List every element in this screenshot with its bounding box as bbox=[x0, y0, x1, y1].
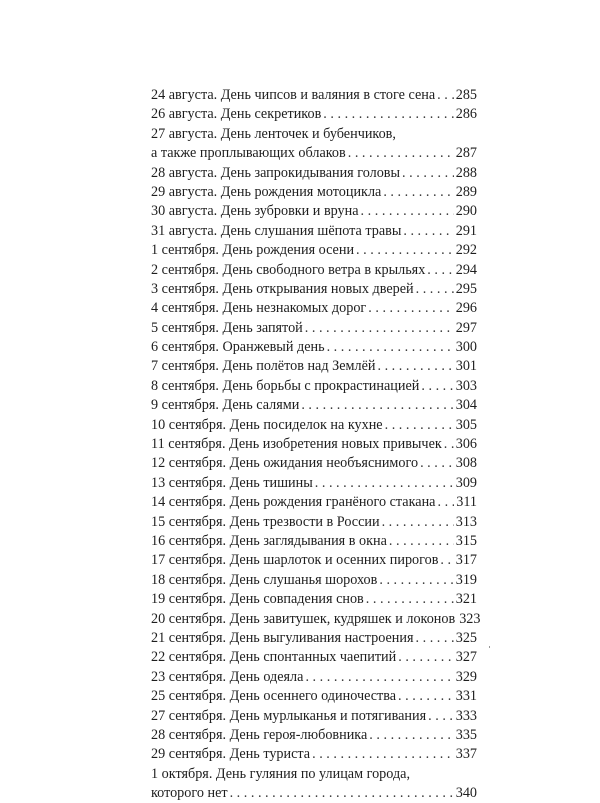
dot-leader bbox=[403, 222, 453, 241]
dot-leader bbox=[385, 416, 454, 435]
dot-leader bbox=[382, 513, 454, 532]
toc-entry bbox=[151, 687, 477, 706]
toc-entry-page-number: 300 bbox=[455, 339, 477, 356]
dot-leader bbox=[305, 319, 454, 338]
toc-entry bbox=[151, 202, 477, 221]
toc-entry-page-number: 291 bbox=[455, 222, 477, 239]
dot-leader bbox=[398, 687, 454, 706]
toc-entry-title: 17 сентября. День шарлоток и осенних пирогов bbox=[151, 552, 439, 569]
toc-entry bbox=[151, 183, 477, 202]
dot-leader bbox=[315, 474, 454, 493]
toc-entry-title: 30 августа. День зубровки и вруна bbox=[151, 203, 359, 220]
dot-leader bbox=[428, 707, 454, 726]
toc-entry-title: 20 сентября. День завитушек, кудряшек и локонов bbox=[151, 610, 456, 627]
toc-entry-page-number: 295 bbox=[455, 280, 477, 297]
toc-entry-page-number: 287 bbox=[455, 145, 477, 162]
dot-leader bbox=[377, 357, 453, 376]
toc-entry bbox=[151, 86, 477, 105]
dot-leader bbox=[348, 144, 454, 163]
toc-entry-page-number: 335 bbox=[455, 726, 477, 743]
table-of-contents bbox=[151, 86, 481, 803]
toc-entry bbox=[151, 435, 477, 454]
dot-leader bbox=[356, 241, 454, 260]
dot-leader bbox=[312, 745, 454, 764]
dot-leader bbox=[361, 202, 454, 221]
toc-entry-title: 8 сентября. День борьбы с прокрастинацией bbox=[151, 377, 420, 394]
dot-leader bbox=[369, 726, 453, 745]
toc-entry-page-number: 331 bbox=[455, 688, 477, 705]
toc-entry bbox=[151, 745, 477, 764]
toc-entry-page-number: 323 bbox=[459, 610, 481, 627]
dot-leader bbox=[379, 571, 453, 590]
toc-entry bbox=[151, 377, 477, 396]
toc-entry-title: 29 августа. День рождения мотоцикла bbox=[151, 183, 382, 200]
toc-entry-page-number: 286 bbox=[455, 106, 477, 123]
toc-entry-title: 1 сентября. День рождения осени bbox=[151, 242, 355, 259]
toc-entry-page-number: 296 bbox=[455, 300, 477, 317]
toc-entry-title: 28 августа. День запрокидывания головы bbox=[151, 164, 401, 181]
toc-entry-page-number: 304 bbox=[455, 397, 477, 414]
dot-leader bbox=[230, 784, 454, 803]
dot-leader bbox=[301, 396, 453, 415]
toc-entry-page-number: 337 bbox=[455, 746, 477, 763]
toc-entry-title: 13 сентября. День тишины bbox=[151, 474, 313, 491]
toc-entry bbox=[151, 668, 477, 687]
toc-entry-page-number: 294 bbox=[455, 261, 477, 278]
toc-entry-title: 22 сентября. День спонтанных чаепитий bbox=[151, 649, 397, 666]
toc-entry-title: 16 сентября. День заглядывания в окна bbox=[151, 532, 387, 549]
dot-leader bbox=[444, 435, 454, 454]
toc-entry-title: 3 сентября. День открывания новых дверей bbox=[151, 280, 414, 297]
toc-entry bbox=[151, 222, 477, 241]
toc-entry bbox=[151, 105, 477, 124]
toc-entry-page-number: 319 bbox=[455, 571, 477, 588]
toc-entry-page-number: 317 bbox=[455, 552, 477, 569]
toc-entry-page-number: 297 bbox=[455, 319, 477, 336]
toc-entry bbox=[151, 454, 477, 473]
toc-entry-page-number: 306 bbox=[455, 436, 477, 453]
toc-entry bbox=[151, 280, 477, 299]
toc-entry bbox=[151, 338, 477, 357]
dot-leader bbox=[437, 86, 454, 105]
toc-entry-page-number: 309 bbox=[455, 474, 477, 491]
dot-leader bbox=[383, 183, 453, 202]
toc-entry-page-number: 303 bbox=[455, 377, 477, 394]
toc-entry bbox=[151, 610, 481, 629]
dot-leader bbox=[305, 668, 453, 687]
toc-entry-title: 21 сентября. День выгуливания настроения bbox=[151, 629, 414, 646]
toc-entry-page-number: 340 bbox=[455, 785, 477, 802]
toc-entry-title: 28 сентября. День героя-любовника bbox=[151, 726, 368, 743]
toc-entry-title: а также проплывающих облаков bbox=[151, 145, 346, 162]
toc-entry-page-number: 329 bbox=[455, 668, 477, 685]
toc-entry bbox=[151, 299, 477, 318]
toc-entry-page-number: 301 bbox=[455, 358, 477, 375]
toc-entry bbox=[151, 513, 477, 532]
toc-entry bbox=[151, 357, 477, 376]
toc-entry-page-number: 292 bbox=[455, 242, 477, 259]
dot-leader bbox=[437, 493, 454, 512]
toc-entry-title: 25 сентября. День осеннего одиночества bbox=[151, 688, 397, 705]
dot-leader bbox=[327, 338, 454, 357]
dot-leader bbox=[323, 105, 453, 124]
toc-entry-page-number: 321 bbox=[455, 591, 477, 608]
toc-entry-title: 2 сентября. День свободного ветра в крыльях bbox=[151, 261, 426, 278]
toc-entry-title: 9 сентября. День салями bbox=[151, 397, 300, 414]
toc-entry-title: 10 сентября. День посиделок на кухне bbox=[151, 416, 383, 433]
toc-entry bbox=[151, 164, 477, 183]
toc-entry-page-number: 288 bbox=[455, 164, 477, 181]
toc-entry-page-number: 315 bbox=[455, 532, 477, 549]
toc-entry bbox=[151, 726, 477, 745]
toc-entry-page-number: 333 bbox=[455, 707, 477, 724]
dot-leader bbox=[416, 629, 454, 648]
toc-entry-title: 15 сентября. День трезвости в России bbox=[151, 513, 380, 530]
toc-entry-page-number: 311 bbox=[456, 494, 477, 511]
toc-entry-title: 24 августа. День чипсов и валяния в стоге сена bbox=[151, 87, 436, 103]
toc-entry-title: 7 сентября. День полётов над Землёй bbox=[151, 358, 376, 375]
toc-entry bbox=[151, 532, 477, 551]
toc-entry-title: 23 сентября. День одеяла bbox=[151, 668, 304, 685]
toc-entry bbox=[151, 396, 477, 415]
toc-entry-title: 12 сентября. День ожидания необъяснимого bbox=[151, 455, 419, 472]
toc-entry-title: 27 сентября. День мурлыканья и потягивания bbox=[151, 707, 427, 724]
toc-entry-title: которого нет bbox=[151, 785, 228, 802]
toc-entry bbox=[151, 416, 477, 435]
dot-leader bbox=[416, 280, 454, 299]
toc-entry-title: 6 сентября. Оранжевый день bbox=[151, 339, 325, 356]
toc-entry bbox=[151, 784, 477, 803]
dot-leader bbox=[440, 551, 453, 570]
dot-leader bbox=[366, 590, 454, 609]
toc-entry bbox=[151, 319, 477, 338]
toc-entry bbox=[151, 551, 477, 570]
toc-entry bbox=[151, 629, 477, 648]
toc-entry bbox=[151, 707, 477, 726]
toc-entry-page-number: 327 bbox=[455, 649, 477, 666]
toc-entry-title: 29 сентября. День туриста bbox=[151, 746, 311, 763]
toc-entry-page-number: 308 bbox=[455, 455, 477, 472]
toc-entry bbox=[151, 571, 477, 590]
toc-entry bbox=[151, 474, 477, 493]
toc-entry bbox=[151, 493, 477, 512]
toc-entry-page-number: 289 bbox=[455, 183, 477, 200]
toc-entry bbox=[151, 648, 477, 667]
toc-entry-title-line: 1 октября. День гуляния по улицам города, bbox=[151, 765, 411, 782]
toc-entry-title-line: 27 августа. День ленточек и бубенчиков, bbox=[151, 125, 396, 142]
dot-leader bbox=[421, 377, 453, 396]
print-speck bbox=[489, 646, 490, 648]
toc-entry-title: 5 сентября. День запятой bbox=[151, 319, 303, 336]
toc-entry bbox=[151, 590, 477, 609]
toc-entry-title: 4 сентября. День незнакомых дорог bbox=[151, 300, 367, 317]
dot-leader bbox=[427, 261, 453, 280]
dot-leader bbox=[402, 164, 454, 183]
toc-entry-page-number: 285 bbox=[455, 87, 477, 103]
toc-entry bbox=[151, 261, 477, 280]
toc-entry bbox=[151, 144, 477, 163]
dot-leader bbox=[389, 532, 454, 551]
toc-entry-page-number: 290 bbox=[455, 203, 477, 220]
toc-entry-title: 11 сентября. День изобретения новых привычек bbox=[151, 436, 442, 453]
toc-entry-title: 31 августа. День слушания шёпота травы bbox=[151, 222, 402, 239]
toc-entry-title: 26 августа. День секретиков bbox=[151, 106, 322, 123]
toc-entry bbox=[151, 241, 477, 260]
toc-entry-title: 14 сентября. День рождения гранёного стакана bbox=[151, 494, 436, 511]
dot-leader bbox=[398, 648, 453, 667]
toc-entry-title: 18 сентября. День слушанья шорохов bbox=[151, 571, 378, 588]
dot-leader bbox=[420, 454, 454, 473]
toc-entry-page-number: 325 bbox=[455, 629, 477, 646]
toc-entry-page-number: 313 bbox=[455, 513, 477, 530]
toc-entry-page-number: 305 bbox=[455, 416, 477, 433]
toc-entry-title: 19 сентября. День совпадения снов bbox=[151, 591, 364, 608]
dot-leader bbox=[368, 299, 453, 318]
